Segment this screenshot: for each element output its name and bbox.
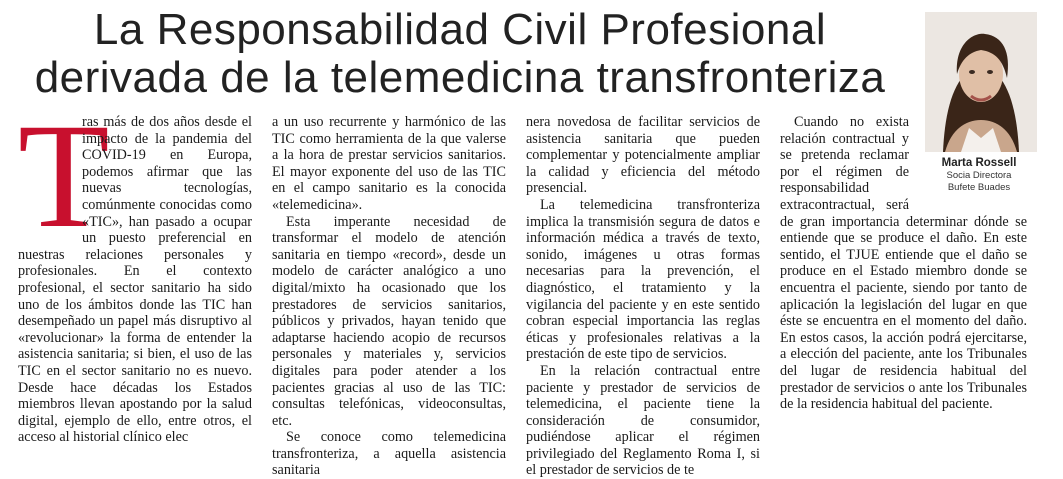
- column-2-paragraph-3: Se conoce como telemedicina transfronteriza, a aquella asistencia sanitaria: [272, 429, 506, 479]
- text-column-2: [272, 114, 506, 479]
- author-name: Marta Rossell: [941, 157, 1017, 169]
- text-column-4: [780, 114, 1027, 431]
- column-2-paragraph-1: a un uso recurrente y harmónico de las TIC como herramienta de la que valerse a la hora de prestar servicios sanitarios. El mayor exponente del uso de las TIC en el campo sanitario es la conocida «telemedicina».: [272, 114, 506, 213]
- caption-float-space: [909, 114, 1027, 198]
- column-3-paragraph-3: En la relación contractual entre paciente y prestador de servicios de telemedicina, el paciente tiene la consideración de consumidor, pudiéndose aplicar el régimen privilegiado del Reglamento Roma I, si el prestador de servicios de te: [526, 362, 760, 479]
- text-column-1: [18, 93, 252, 446]
- column-1-paragraph-1: ras más de dos años desde el impacto de la pandemia del COVID-19 en Europa, podemos afirmar que las nuevas tecnologías, comúnmente conocidas como «TIC», han pasado a ocupar un puesto preferencial en nuestras relaciones personales y profesionales. En el contexto profesional, el sector sanitario ha sido uno de los ámbitos donde las TIC han desempeñado un papel más disruptivo al «revolucionar» la forma de entender la asistencia sanitaria; si bien, el uso de las TIC en el sector sanitario no es nuevo. Desde hace décadas los Estados miembros llevan apostando por la salud digital, ejemplo de ello, entre otros, el acceso al historial clínico elec: [18, 114, 252, 446]
- article-title-line-2: derivada de la telemedicina transfronteriza: [34, 53, 886, 102]
- column-3-paragraph-2: La telemedicina transfronteriza implica la transmisión segura de datos e información médica a través de texto, sonido, imágenes u otras formas necesarias para la prevención, el diagnóstico, el tratamiento y la vigilancia del paciente y en este sentido cobran especial importancia las reglas éticas y profesionales relativas a la prestación de este tipo de servicios.: [526, 196, 760, 363]
- author-role-line-1: Socia Directora: [946, 170, 1012, 181]
- column-4-paragraph-1: Cuando no exista relación contractual y se pretenda reclamar por el régimen de responsabilidad extracontractual, será de gran importancia determinar dónde se entiende que se produce el daño. En este sentido, el TJUE entiende que el daño se produce en el Estado miembro donde se encuentra el paciente, siendo por tanto de aplicación la legislación del lugar en que éste se encuentra en el momento del daño. En estos casos, la acción podrá ejercitarse, a elección del paciente, ante los Tribunales del lugar de residencia habitual del prestador de servicios o ante los Tribunales de la residencia habitual del paciente.: [780, 114, 1027, 413]
- column-3-paragraph-1: nera novedosa de facilitar servicios de asistencia sanitaria que pueden complementar y potencialmente ampliar la calidad y eficiencia del método presencial.: [526, 114, 760, 197]
- author-role-line-2: Bufete Buades: [947, 182, 1011, 193]
- drop-cap-letter: [18, 93, 110, 259]
- article-title-line-1: La Responsabilidad Civil Profesional: [93, 5, 827, 54]
- text-column-3: [526, 114, 760, 479]
- drop-cap-text: T: [18, 93, 110, 259]
- column-2-paragraph-2: Esta imperante necesidad de transformar el modelo de atención sanitaria en tiempo «record», desde un modelo de carácter analógico a uno digital/mixto ha ocasionado que los prestadores de servicios sanitarios, públicos y privados, hayan tenido que adaptarse haciendo acopio de recursos personales y materiales y, servicios digitales para poder atender a los pacientes gracias al uso de las TIC: consultas telefónicas, videoconsultas, etc.: [272, 213, 506, 429]
- article-title: [0, 6, 920, 102]
